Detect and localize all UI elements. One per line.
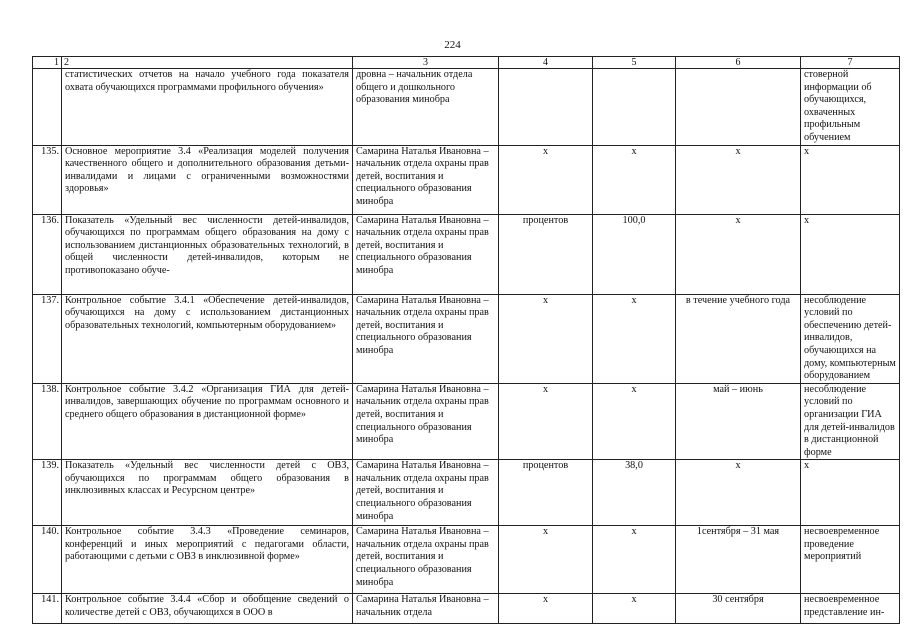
header-col-5: 5	[593, 57, 676, 69]
row-number: 139.	[33, 460, 62, 526]
activity-name: Показатель «Удельный вес численности детей с ОВЗ, обучающихся по программам общего образования в инклюзивных классах и Ресурсном центре»	[62, 460, 353, 526]
activity-name: Контрольное событие 3.4.3 «Проведение семинаров, конференций и иных мероприятий с педагогами области, работающими с детьми с ОВЗ в инклюзивной форме»	[62, 526, 353, 594]
unit: х	[499, 145, 593, 214]
term: х	[676, 214, 801, 294]
target-value: 100,0	[593, 214, 676, 294]
header-col-4: 4	[499, 57, 593, 69]
responsible-person: Самарина Наталья Ивановна – начальник отдела охраны прав детей, воспитания и специального образования минобра	[353, 214, 499, 294]
table-row	[33, 383, 900, 460]
activity-name: Контрольное событие 3.4.2 «Организация ГИА для детей-инвалидов, завершающих обучение по программам основного и среднего общего образования в дистанционной форме»	[62, 383, 353, 460]
responsible-person: Самарина Наталья Ивановна – начальник отдела охраны прав детей, воспитания и специального образования минобра	[353, 460, 499, 526]
activity-name: Основное мероприятие 3.4 «Реализация моделей получения качественного общего и дополнительного образования детьми-инвалидами и лицами с ограниченными возможностями здоровья»	[62, 145, 353, 214]
risk: несвоевременное представление ин-	[801, 594, 900, 624]
header-col-7: 7	[801, 57, 900, 69]
term: 30 сентября	[676, 594, 801, 624]
risk: х	[801, 460, 900, 526]
table-row	[33, 526, 900, 594]
term	[676, 69, 801, 146]
risk: несвоевременное проведение мероприятий	[801, 526, 900, 594]
term: 1сентября – 31 мая	[676, 526, 801, 594]
header-col-6: 6	[676, 57, 801, 69]
row-number	[33, 69, 62, 146]
table-row	[33, 69, 900, 146]
target-value: х	[593, 526, 676, 594]
table-row	[33, 460, 900, 526]
table-row	[33, 294, 900, 383]
plan-table	[32, 56, 900, 624]
activity-name: Показатель «Удельный вес численности детей-инвалидов, обучающихся по программам общего образования на дому с использованием дистанционных образовательных технологий, в общей численности детей-инвалидов, которым не противопоказано обуче-	[62, 214, 353, 294]
row-number: 136.	[33, 214, 62, 294]
responsible-person: Самарина Наталья Ивановна – начальник отдела охраны прав детей, воспитания и специального образования минобра	[353, 145, 499, 214]
page-number: 224	[444, 39, 461, 51]
activity-name: Контрольное событие 3.4.4 «Сбор и обобщение сведений о количестве детей с ОВЗ, обучающихся в ООО в	[62, 594, 353, 624]
risk: х	[801, 145, 900, 214]
unit: процентов	[499, 460, 593, 526]
unit: х	[499, 594, 593, 624]
target-value	[593, 69, 676, 146]
table-header-row	[33, 57, 900, 69]
term: в течение учебного года	[676, 294, 801, 383]
table-row	[33, 214, 900, 294]
activity-name: статистических отчетов на начало учебного года показателя охвата обучающихся программами профильного обучения»	[62, 69, 353, 146]
responsible-person: Самарина Наталья Ивановна – начальник отдела	[353, 594, 499, 624]
row-number: 135.	[33, 145, 62, 214]
unit: процентов	[499, 214, 593, 294]
row-number: 137.	[33, 294, 62, 383]
risk: несоблюдение условий по обеспечению детей-инвалидов, обучающихся на дому, компьютерным оборудованием	[801, 294, 900, 383]
target-value: х	[593, 383, 676, 460]
responsible-person: Самарина Наталья Ивановна – начальник отдела охраны прав детей, воспитания и специального образования минобра	[353, 526, 499, 594]
table-row	[33, 145, 900, 214]
header-col-1: 1	[33, 57, 62, 69]
responsible-person: Самарина Наталья Ивановна – начальник отдела охраны прав детей, воспитания и специального образования минобра	[353, 383, 499, 460]
header-col-2: 2	[62, 57, 353, 69]
risk: х	[801, 214, 900, 294]
unit: х	[499, 526, 593, 594]
unit	[499, 69, 593, 146]
target-value: х	[593, 145, 676, 214]
row-number: 141.	[33, 594, 62, 624]
header-col-3: 3	[353, 57, 499, 69]
activity-name: Контрольное событие 3.4.1 «Обеспечение детей-инвалидов, обучающихся на дому с использованием дистанционных образовательных технологий, компьютерным оборудованием»	[62, 294, 353, 383]
target-value: 38,0	[593, 460, 676, 526]
responsible-person: Самарина Наталья Ивановна – начальник отдела охраны прав детей, воспитания и специального образования минобра	[353, 294, 499, 383]
target-value: х	[593, 594, 676, 624]
target-value: х	[593, 294, 676, 383]
term: май – июнь	[676, 383, 801, 460]
responsible-person: дровна – начальник отдела общего и дошкольного образования минобра	[353, 69, 499, 146]
unit: х	[499, 383, 593, 460]
unit: х	[499, 294, 593, 383]
term: х	[676, 145, 801, 214]
risk: стоверной информации об обучающихся, охваченных профильным обучением	[801, 69, 900, 146]
term: х	[676, 460, 801, 526]
row-number: 138.	[33, 383, 62, 460]
row-number: 140.	[33, 526, 62, 594]
risk: несоблюдение условий по организации ГИА для детей-инвалидов в дистанционной форме	[801, 383, 900, 460]
table-row	[33, 594, 900, 624]
